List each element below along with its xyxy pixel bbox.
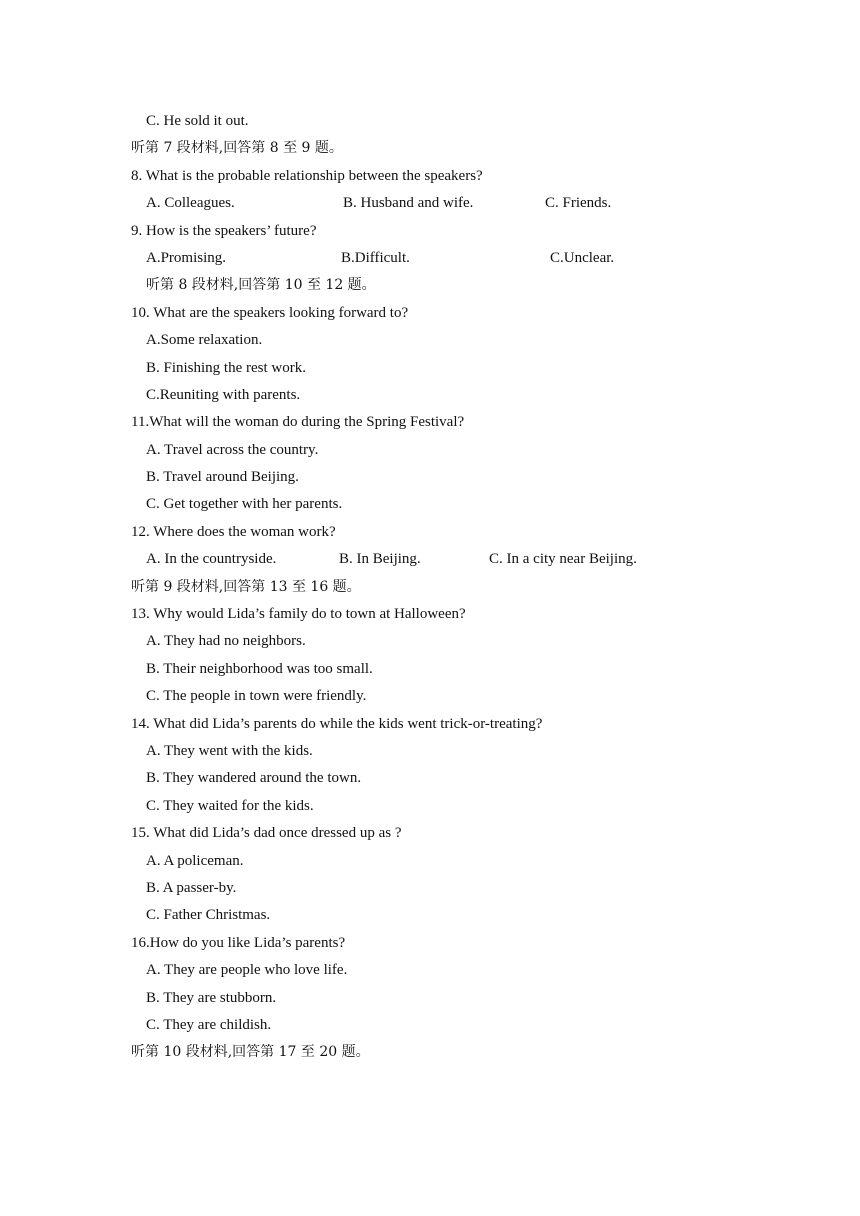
option-q15-c: C. Father Christmas. [146, 907, 271, 924]
option-q14-b: B. They wandered around the town. [146, 770, 362, 787]
options-q8 [0, 190, 860, 217]
option-q13-b: B. Their neighborhood was too small. [146, 660, 373, 677]
option-q12-c: C. In a city near Beijing. [489, 551, 637, 568]
option-q10-c: C.Reuniting with parents. [146, 386, 301, 403]
option-q11-c: C. Get together with her parents. [146, 496, 343, 513]
option-q9-a: A.Promising. [146, 249, 227, 266]
question-16: 16.How do you like Lida’s parents? [131, 934, 346, 951]
question-8: 8. What is the probable relationship between the speakers? [131, 167, 483, 184]
question-14: 14. What did Lida’s parents do while the kids went trick-or-treating? [131, 715, 543, 732]
option-q13-c: C. The people in town were friendly. [146, 688, 367, 705]
option-q14-a: A. They went with the kids. [146, 742, 313, 759]
option-q15-b: B. A passer-by. [146, 879, 237, 896]
option-q9-c: C.Unclear. [550, 249, 615, 266]
option-q9-b: B.Difficult. [341, 249, 410, 266]
option-q14-c: C. They waited for the kids. [146, 797, 314, 814]
option-q10-a: A.Some relaxation. [146, 332, 263, 349]
option-q7-c: C. He sold it out. [146, 113, 249, 129]
option-q12-a: A. In the countryside. [146, 551, 277, 568]
option-q10-b: B. Finishing the rest work. [146, 359, 306, 376]
option-q12-b: B. In Beijing. [339, 551, 421, 568]
question-12: 12. Where does the woman work? [131, 523, 336, 540]
question-10: 10. What are the speakers looking forward to? [131, 304, 409, 321]
options-q9 [0, 245, 860, 272]
options-q12 [0, 546, 860, 573]
option-q8-a: A. Colleagues. [146, 195, 235, 212]
option-q15-a: A. A policeman. [146, 852, 244, 869]
option-q11-a: A. Travel across the country. [146, 441, 319, 458]
option-q16-a: A. They are people who love life. [146, 962, 348, 979]
option-q8-c: C. Friends. [545, 195, 612, 212]
option-q11-b: B. Travel around Beijing. [146, 469, 299, 486]
section-instruction-10: 听第 10 段材料,回答第 17 至 20 题。 [131, 1044, 370, 1061]
option-q16-c: C. They are childish. [146, 1016, 272, 1033]
document-page [0, 108, 860, 1067]
option-q8-b: B. Husband and wife. [343, 195, 474, 212]
section-instruction-7: 听第 7 段材料,回答第 8 至 9 题。 [131, 140, 343, 157]
question-13: 13. Why would Lida’s family do to town at Halloween? [131, 606, 466, 623]
option-q16-b: B. They are stubborn. [146, 989, 277, 1006]
section-instruction-9: 听第 9 段材料,回答第 13 至 16 题。 [131, 578, 361, 595]
option-q13-a: A. They had no neighbors. [146, 633, 306, 650]
section-instruction-8: 听第 8 段材料,回答第 10 至 12 题。 [146, 277, 376, 294]
question-11: 11.What will the woman do during the Spring Festival? [131, 414, 465, 431]
question-9: 9. How is the speakers’ future? [131, 222, 317, 239]
question-15: 15. What did Lida’s dad once dressed up as ? [131, 825, 402, 842]
